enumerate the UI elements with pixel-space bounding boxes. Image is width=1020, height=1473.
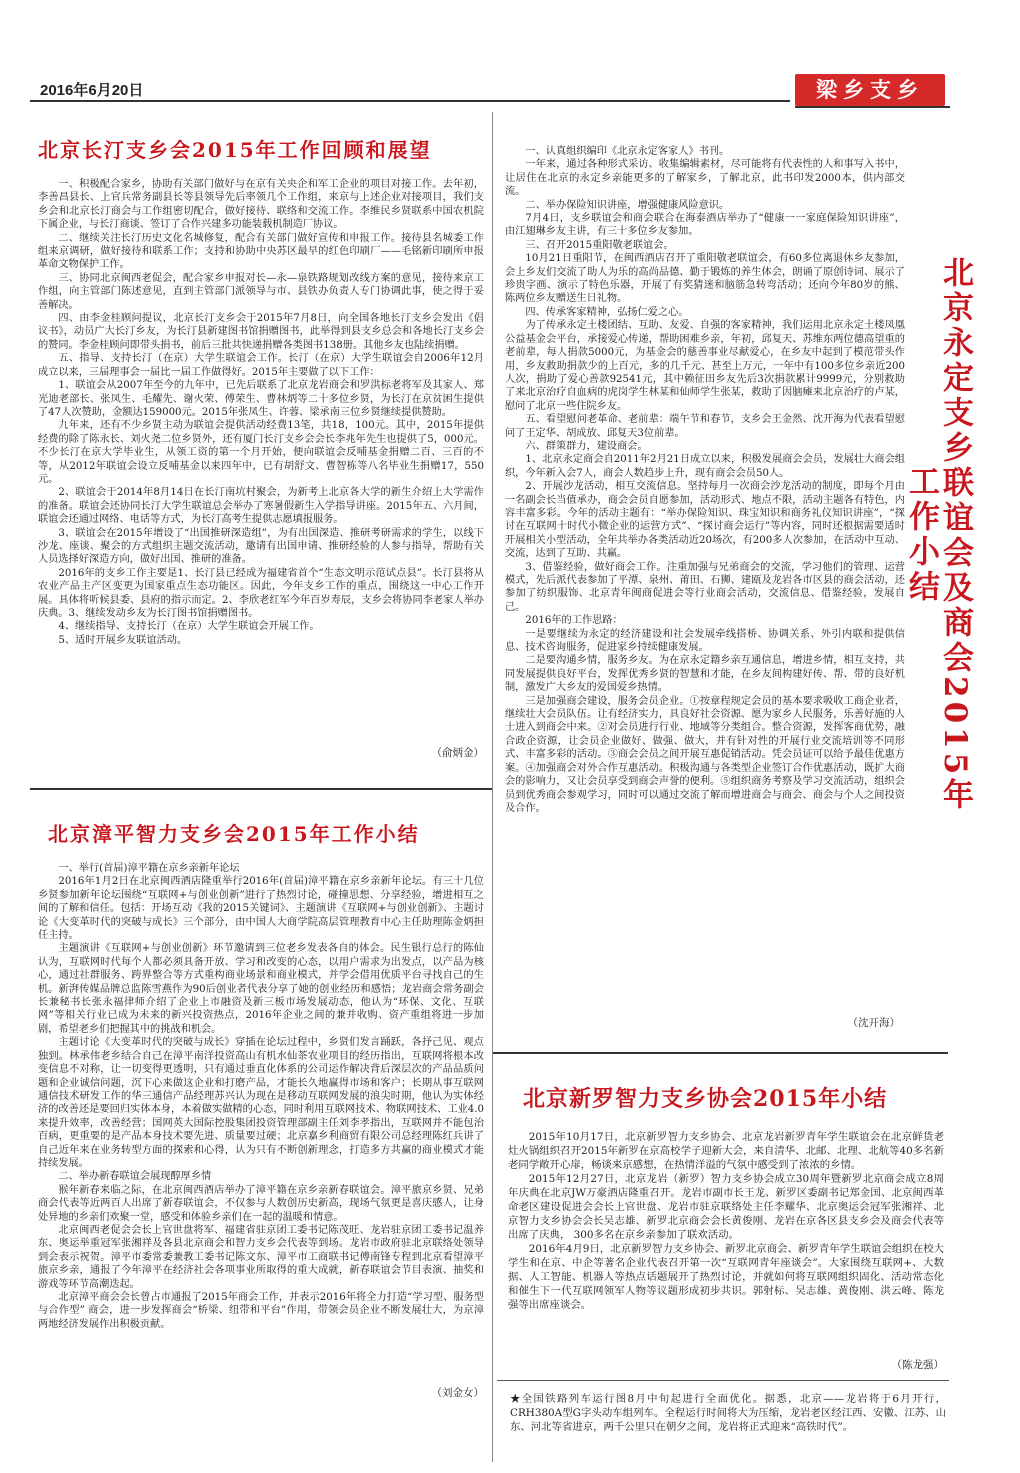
article2-paragraph: 2016年1月2日在北京闽西酒店隆重举行2016年(首届)漳平籍在京乡亲新年论坛。有三十几位乡贤参加新年论坛围绕“互联网+与创业创新”进行了热烈讨论，碰撞思想、分享经验，增进相互之间的了解和信任。包括：开场互动《我的2015关键词》、主题演讲《互联网+与创业创新》、主题讨论《大变革时代的突破与成长》三个部分，由中国人大商学院高层管理教育中心主任助理陈金炳担任主持。 [38,876,484,942]
article1-body [38,178,484,740]
article2-paragraph: 主题演讲《互联网+与创业创新》环节邀请到三位老乡发表各自的体会。民生银行总行的陈仙认为，互联网时代每个人都必须具备开放、学习和改变的心态，以用户需求为出发点，以产品为核心，通过社群服务、跨界整合等方式重构商业场景和商业模式，并学会借用优质平台寻找自己的生机。新湃传媒品牌总监陈雪燕作为90后创业者代表分享了她的创业经历和感悟；龙岩商会常务副会长兼秘书长张永福律师介绍了企业上市融资及新三板市场发展动态，他认为“环保、文化、互联网”等相关行业已成为未来的新兴投资热点，2016年企业之间的兼并收购、资产重组将进一步加剧，希望老乡们把握其中的挑战和机会。 [38,943,484,1035]
article3-paragraph: 2、开展沙龙活动，相互交流信息。坚持每月一次商会沙龙活动的制度，即每个月由一名副会长当值承办，商会会员自愿参加，活动形式、地点不限，活动主题各有特色，内容丰富多彩。今年的活动主题有：“举办保险知识、珠宝知识和商务礼仪知识讲座”，“探讨在互联网十时代小微企业的运营方式”、“探讨商会运行”等内容，同时还根据需要适时开展相关小型活动，全年共举办各类活动近20场次，有200多人次参加，在活动中互动、交流，达到了互助、共赢。 [505,481,905,560]
article3-paragraph: 五、看望慰问老革命、老前辈：端午节和春节，支乡会王金然、沈开海为代表看望慰问了王定华、胡成放、邱复天3位前辈。 [505,414,905,439]
article3-paragraph: 7月4日，支乡联谊会和商会联合在海泰酒店举办了“健康一一家庭保险知识讲座”，由江翅琳乡友主讲，有三十多位乡友参加。 [505,213,905,238]
article2-paragraph: 一、举行(首届)漳平籍在京乡亲新年论坛 [58,863,240,874]
column-divider [492,112,493,1462]
section-banner: 梁乡支乡 [795,74,945,106]
article1-paragraph: 3、联谊会在2015年增设了“出国推研深造组”，为有出国深造、推研考研需求的学生，以线下沙龙、座谈、聚会的方式组织主题交流活动，邀请有出国申请、推研经验的人参与指导，帮助有关人员选择好深造方向，做好出国、推研的准备。 [38,527,484,566]
article1-paragraph: 2016年的支乡工作主要是1、长汀县已经成为福建省首个“生态文明示范试点县”。长汀县将从农业产品主产区变更为国家重点生态功能区。因此，今年支乡工作的重点，围绕这一中心工作开展。具体将听候县委、县府的指示而定。2、李欣老红军今年百岁寿辰，支乡会将协同李老家人举办庆典。3、继续发动乡友为长汀图书馆捐赠图书。 [38,567,484,619]
section-rule [30,788,492,790]
article3-paragraph: 3、借鉴经验，做好商会工作。注重加强与兄弟商会的交流，学习他们的管理、运营模式，先后派代表参加了平潭、泉州、莆田、石狮、建瓯及龙岩各市区县的商会活动，还参加了纺织服饰、北京青年闽商促进会等行业商会活动，交流信息、借鉴经验，发展自己。 [505,561,905,613]
article2-paragraph: 北京漳平商会会长曾占市通报了2015年商会工作，并表示2016年将全力打造“学习型、服务型与合作型” 商会，进一步发挥商会“桥梁、纽带和平台”作用，带领会员企业不断发展壮大，为京漳两地经济发展作出积极贡献。 [38,1292,484,1330]
article3-paragraph: 一、认真组织编印《北京永定客家人》书刊。 [525,146,730,157]
article2-paragraph: 猴年新春来临之际，在北京闽西酒店举办了漳平籍在京乡亲新春联谊会。漳平旅京乡贤、兄弟商会代表等近两百人出席了新春联谊会，不仅参与人数创历史新高，现场气氛更是喜庆感人，让身处异地的乡亲们欢聚一堂，感受和体验乡亲们在一起的温暖和情意。 [38,1184,484,1223]
article1-paragraph: 三、协同北京闽西老促会，配合家乡申报对长—永—泉铁路规划改线方案的意见，接待来京工作组，向主管部门陈述意见，直到主管部门派领导与市、县铁办负责人专门协调此事，使之得于妥善解决。 [38,272,484,311]
issue-date: 2016年6月20日 [40,82,144,99]
news-brief [510,1392,946,1456]
article3-paragraph: 2016年的工作思路： [525,615,623,627]
article3-paragraph: 二是要沟通乡情，服务乡友。为在京永定籍乡亲互通信息，增进乡情，相互支持，共同发展提供良好平台，发挥优秀乡贤的智慧和才能，在乡友间构建好传、帮、带的良好机制，激发广大乡友的爱国爱乡热情。 [505,655,905,694]
article3-paragraph: 二、举办保险知识讲座，增强健康风险意识。 [525,199,730,211]
article1-paragraph: 5、适时开展乡友联谊活动。 [58,634,188,646]
article1-paragraph: 九年来，还有不少乡贤主动为联谊会提供活动经费13笔，共18，100元。其中，2015年提供经费的除了陈永长、刘火尧二位乡贤外，还有厦门长汀支乡会会长李兆年先生也提供了5，000元。不少长汀在京大学毕业生，从领工资的第一个月开始，便向联谊会反哺基金捐赠二百、三百的不等，从2012年联谊会设立反哺基金以来四年中，已有胡舒文、曹智栋等八名毕业生捐赠17，550元。 [38,420,484,485]
article3-vertical-title: 北京永定支乡联谊会及商会2015年工作小结 [903,256,973,814]
article3-paragraph: 四、传承客家精神，弘扬仁爱之心。 [525,306,689,318]
article1-paragraph: 四、由李金桂顾问提议，北京长汀支乡会于2015年7月8日，向全国各地长汀支乡会发出《倡议书》，动员广大长汀乡友，为长汀县新建图书馆捐赠图书，此举得到县支乡总会和各地长汀支乡会的赞同。李金桂顾问即带头捐书，前后三批共快递捐赠各类图书138册。其他乡友也陆续捐赠。 [38,313,484,351]
article3-paragraph: 10月21日重阳节，在闽西酒店召开了重阳敬老联谊会，有60多位离退休乡友参加，会上乡友们交流了助人为乐的高尚品德、勤于锻炼的养生体会，朗诵了原创诗词、展示了珍贵字画、演示了特色乐器，开展了有奖猜迷和脑筋急转弯活动；还向今年80岁的熊、陈两位乡友赠送生日礼物。 [505,253,905,305]
news-brief-text: ★全国铁路列车运行图8月中旬起进行全面优化。据悉，北京——龙岩将于6月开行，CRH380A型G字头动车组列车。全程运行时间将大为压缩，龙岩老区经江西、安徽、江苏、山东、河北等省进京，两千公里只在朝夕之间，龙岩将正式迎来“高铁时代”。 [510,1393,946,1433]
article3-paragraph: 1、北京永定商会自2011年2月21日成立以来，积极发展商会会员，发展壮大商会组织，今年新入会7人，商会人数趋步上升，现有商会会员50人。 [505,454,905,479]
banner-underline [795,106,950,108]
article3-paragraph: 三、召开2015重阳敬老联谊会。 [525,239,674,251]
article1-paragraph: 五、指导、支持长汀（在京）大学生联谊会工作。长汀（在京）大学生联谊会自2006年12月成立以来，三届理事会一届比一届工作做得好。2015年主要做了以下工作： [38,353,484,378]
article2-paragraph: 二、举办新春联谊会展现醇厚乡情 [58,1171,212,1183]
article4-paragraph: 2016年4月9日，北京新罗智力支乡协会、新罗北京商会、新罗青年学生联谊会组织在校大学生和在京、中企等著名企业代表召开第一次“互联网青年座谈会”。大家围绕互联网+、大数据、人工智能、机器人等热点话题展开了热烈讨论，并就如何将互联网组织固化、活动常态化和催生下一代互联网领军人物等议题形成初步共识。郭射标、吴志雄、黄俊刚、洪云峰、陈龙强等出席座谈会。 [508,1243,944,1311]
article1-paragraph: 2、联谊会于2014年8月14日在长汀南坑村聚会，为新考上北京各大学的新生介绍上大学需作的准备。联谊会还协同长汀大学生联谊总会举办了寒暑假新生入学指导讲座。2015年五、六月间，联谊会还通过网络、电话等方式，为长汀高考生提供志愿填报服务。 [38,487,484,526]
article4-body [508,1130,944,1352]
article4-paragraph: 2015年12月27日，北京龙岩（新罗）智力支乡协会成立30周年暨新罗北京商会成立8周年庆典在北京JW万豪酒店隆重召开。龙岩市副市长王龙、新罗区委副书记郑金国、北京闽西革命老区建设促进会会长上官世盘、龙岩市驻京联络处主任李耀华、北京奥运会冠军张湘祥、北京智力支乡协会会长吴志雄、新罗北京商会会长黄俊刚、龙岩在京各区县支乡会及商会代表等出席了庆典， 300多名在京乡亲参加了联欢活动。 [508,1173,944,1241]
article3-paragraph: 一年来，通过各种形式采访、收集编辑素材，尽可能将有代表性的人和事写入书中，让居住在北京的永定乡亲能更多的了解家乡，了解北京，此书印发2000本，供内部交流。 [505,159,905,198]
article2-body [38,862,484,1380]
header-rule [30,100,790,102]
article2-paragraph: 主题讨论《大变革时代的突破与成长》穿插在论坛过程中，乡贤们发言踊跃，各抒己见、观点独到。林承伟老乡结合自己在漳平南洋投资高山有机水仙茶农业项目的经历指出，互联网将根本改变信息不对称，让一切变得更透明，只有通过垂直化体系的公司运作解决背后深层次的产品品质问题和企业诚信问题，沉下心来做这企业和打磨产品，才能长久地赢得市场和客户；长期从事互联网通信技术研发工作的华三通信产品经理苏兴认为现在是移动互联网发展的浪尖时期，他认为实体经济的改善还是要回归实体本身，本着做实做精的心态，同时利用互联网技术、物联网技术、工业4.0来提升效率，改善经营；国网英大国际控股集团投资管理部副主任刘李孝指出，互联网并不能包治百病，更重要的是产品本身技术要先进、质量要过硬；北京嘉乡利商贸有限公司总经理陈红兵讲了自己近年来在业务转型方面的探索和心得，认为只有不断创新理念，打造多方共赢的商业模式才能持续发展。 [38,1037,484,1169]
article3-paragraph: 为了传承永定土楼团结、互助、友爱、自强的客家精神，我们运用北京永定土楼凤凰公益基金会平台，承接爱心传递，帮助困难乡亲，年初，邱复天、苏维东两位德高望重的老前辈，每人捐款5000元，为基金会的慈善事业尽献爱心，在乡友中起到了模范带头作用，乡友救助捐款少的上百元，多的几千元、甚至上万元，一年中有100多位乡亲近200人次，捐助了爱心善款92541元，其中赖征田乡友先后3次捐款累计9999元，分别救助了来北京治疗自血病的虎岗学生林某和仙师学生张某，救助了因脑瘫来北京治疗的卢某，慰问了北京一些住院乡友。 [505,320,905,412]
brief-rule [497,1380,949,1381]
article1-author: （俞炳金） [431,747,484,759]
section-rule [493,1052,948,1054]
article4-title: 北京新罗智力支乡协会2015年小结 [523,1086,888,1112]
article3-body [505,145,905,935]
article3-author: （沈开海） [847,1017,900,1029]
article4-author: （陈龙强） [891,1359,944,1371]
article4-paragraph: 2015年10月17日，北京新罗智力支乡协会、北京龙岩新罗青年学生联谊会在北京鲜货老灶火锅组织召开2015年新罗在京高校学子迎新大会，来自清华、北邮、北理、北航等40多名新老同学敞开心扉，畅谈来京感想，在热情洋溢的气氛中感受到了浓浓的乡情。 [508,1131,944,1171]
article3-paragraph: 三是加强商会建设，服务会员企业。①按章程规定会员的基本要求吸收工商企业者，继续壮大会员队伍。让有经济实力，具良好社会资源、愿为家乡人民服务，乐善好施的人士进入到商会中来。②对会员进行行业、地域等分类组合。整合资源，发挥客商优势，融合政企资源，让会员企业做好、做强、做大，并有针对性的开展行业交流培训等不同形式、丰富多彩的活动。③商会会员之间开展互惠促销活动。凭会员证可以给予最佳优惠方案。④加强商会对外合作互惠活动。积极沟通与各类型企业签订合作优惠活动，既扩大商会的影响力，又让会员享受到商会声誉的便利。⑤组织商务考察及学习交流活动，组织会员到优秀商会参观学习，同时可以通过交流了解而增进商会与商会、商会与个人之间投资及合作。 [505,695,905,814]
article1-paragraph: 一、积极配合家乡，协助有关部门做好与在京有关央企和军工企业的项目对接工作。去年初，李善昌县长、上官兵常务副县长等县领导先后率领几个工作组，来京与上述企业对接项目，我们支乡会和北京长汀商会与工作组密切配合，做好接待、联络和交流工作。李维民乡贤联系中国农机院下属企业，与长汀商谈、签订了合作兴建多功能装载机制造厂协议。 [38,179,484,231]
article3-paragraph: 一是要继续为永定的经济建设和社会发展牵线搭桥、协调关系、外引内联和提供信息、技术咨询服务，促进家乡持续健康发展。 [505,628,905,654]
article2-title: 北京漳平智力支乡会2015年工作小结 [48,822,420,846]
article2-author: （刘金女） [431,1387,484,1399]
article2-paragraph: 北京闽西老促会会长上官世盘将军、福建省驻京团工委书记陈茂旺、龙岩驻京团工委书记温养东、奥运举重冠军张湘祥及各县北京商会和智力支乡会代表等到场。龙岩市政府驻北京联络处领导到会表示祝贺。漳平市委常委兼教工委书记陈文东、漳平市工商联书记傅南锋专程到北京看望漳平旅京乡亲，通报了今年漳平在经济社会各项事业所取得的重大成就，新春联谊会节目表演、抽奖和游戏等环节高潮迭起。 [38,1224,484,1290]
article1-paragraph: 二、继续关注长汀历史文化名城修复，配合有关部门做好宣传和申报工作。接待县名城委工作组来京调研，做好接待和联系工作；支持和协助中央苏区最早的红色印刷厂——毛铭新印刷所申报革命文物保护工作。 [38,232,484,271]
article1-title: 北京长汀支乡会2015年工作回顾和展望 [38,138,432,162]
article1-paragraph: 1、联谊会从2007年至今的九年中，已先后联系了北京龙岩商会和罗洪标老将军及其家人、郑光迪老部长、张凤生、毛耀先、谢火荣、傅荣生、曹林炳等二十多位乡贤，为长汀在京贫困生提供了47人次赞助，金额达159000元。2015年张凤生、许蓉、梁承南三位乡贤继续提供赞助。 [38,380,484,418]
article3-paragraph: 六、群策群力，建设商会。 [525,440,648,452]
article1-paragraph: 4、继续指导、支持长汀（在京）大学生联谊会开展工作。 [58,621,320,633]
